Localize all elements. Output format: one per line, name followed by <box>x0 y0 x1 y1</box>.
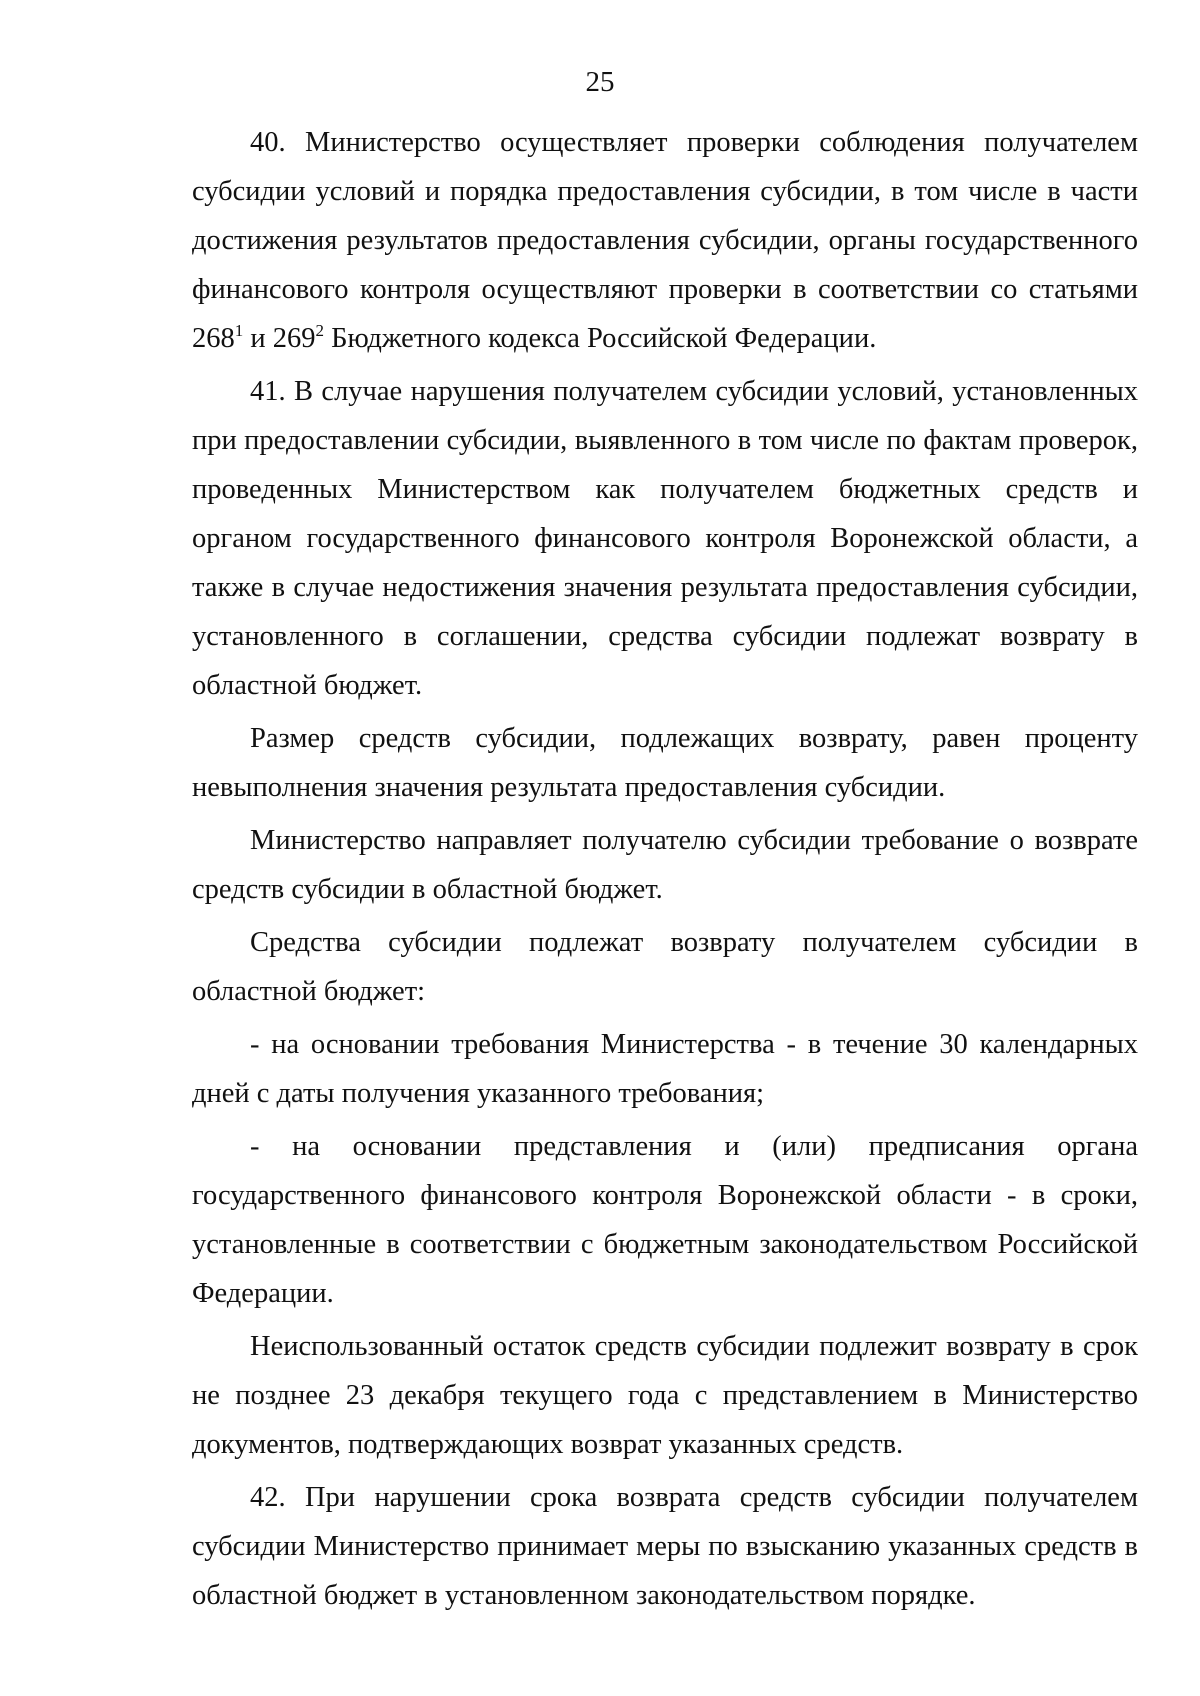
paragraph-40 <box>192 118 1138 363</box>
paragraph-ministry-demand: Министерство направляет получателю субсидии требование о возврате средств субсидии в областной бюджет. <box>192 825 1138 905</box>
list-item-demand: - на основании требования Министерства - в течение 30 календарных дней с даты получения указанного требования; <box>192 1029 1138 1109</box>
page-number: 25 <box>585 66 615 98</box>
superscript-2: 2 <box>315 321 325 340</box>
paragraph-funds-return: Средства субсидии подлежат возврату получателем субсидии в областной бюджет: <box>192 927 1138 1007</box>
paragraph-40-text-b: и 269 <box>243 323 316 354</box>
paragraph-40-text-c: Бюджетного кодекса Российской Федерации. <box>324 323 877 354</box>
paragraph-refund-size: Размер средств субсидии, подлежащих возврату, равен проценту невыполнения значения результата предоставления субсидии. <box>192 723 1138 803</box>
paragraph-42: 42. При нарушении срока возврата средств субсидии получателем субсидии Министерство принимает меры по взысканию указанных средств в областной бюджет в установленном законодательством порядке. <box>192 1482 1138 1611</box>
superscript-1: 1 <box>234 321 244 340</box>
paragraph-40-text-a: 40. Министерство осуществляет проверки соблюдения получателем субсидии условий и порядка предоставления субсидии, в том числе в части достижения результатов предоставления субсидии, органы государственного финансового контроля осуществляют проверки в соответствии со статьями 268 <box>192 127 1138 354</box>
paragraph-41: 41. В случае нарушения получателем субсидии условий, установленных при предоставлении субсидии, выявленного в том числе по фактам проверок, проведенных Министерством как получателем бюджетных средств и органом государственного финансового контроля Воронежской области, а также в случае недостижения значения результата предоставления субсидии, установленного в соглашении, средства субсидии подлежат возврату в областной бюджет. <box>192 376 1138 701</box>
list-item-prescription: - на основании представления и (или) предписания органа государственного финансового контроля Воронежской области - в сроки, установленные в соответствии с бюджетным законодательством Российской Федерации. <box>192 1131 1138 1309</box>
document-body <box>192 118 1138 1624</box>
paragraph-unused-balance: Неиспользованный остаток средств субсидии подлежит возврату в срок не позднее 23 декабря текущего года с представлением в Министерство документов, подтверждающих возврат указанных средств. <box>192 1331 1138 1460</box>
